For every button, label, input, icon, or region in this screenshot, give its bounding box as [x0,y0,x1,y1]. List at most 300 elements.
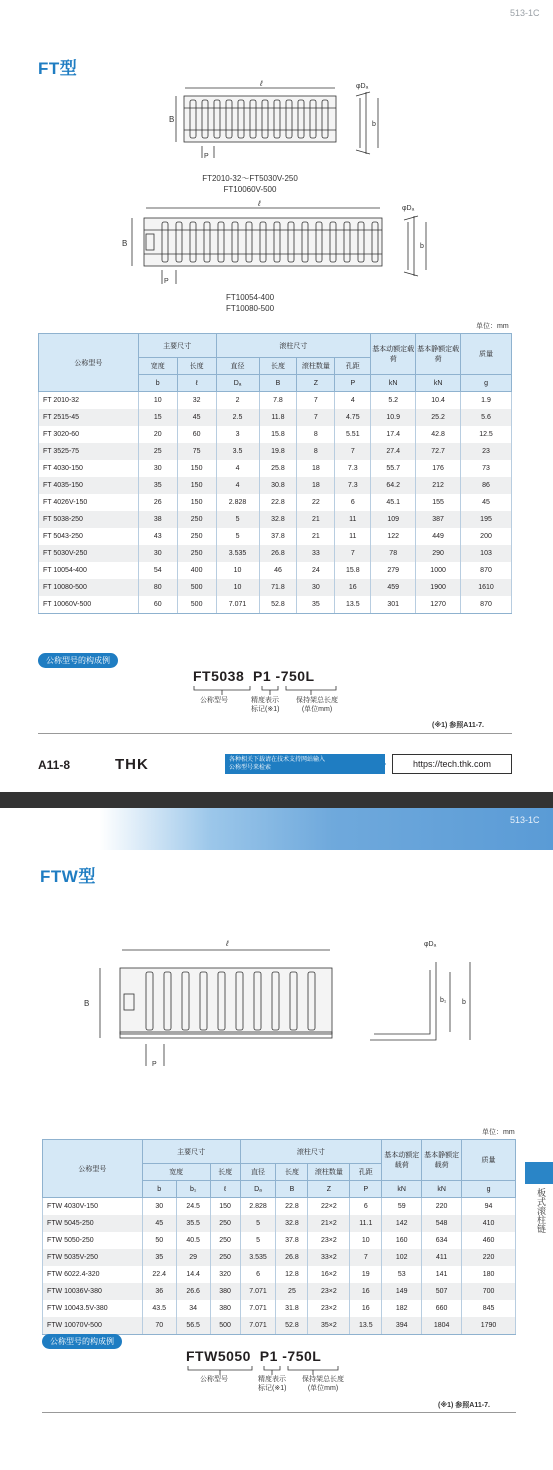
cell-value: 37.8 [276,1232,308,1249]
cell-value: 24.5 [176,1198,210,1216]
banner-line: 各种相关下载请在技术支持网站输入 [229,757,326,763]
cell-model: FT 10060V-500 [39,596,139,614]
cell-value: 35×2 [308,1317,350,1335]
sym: P [350,1181,382,1198]
svg-text:ℓ: ℓ [260,79,263,88]
col-roller-count: 滚柱数量 [297,358,335,375]
cell-value: 5 [240,1232,276,1249]
cell-value: 5 [240,1215,276,1232]
cell-value: 55.7 [371,460,416,477]
cell-value: 8 [297,443,335,460]
cell-value: 410 [462,1215,516,1232]
cell-value: 5.6 [461,409,512,426]
table-row [39,392,512,410]
cell-value: 149 [382,1283,422,1300]
cell-value: 845 [462,1300,516,1317]
cell-value: 23×2 [308,1283,350,1300]
cell-value: 1.9 [461,392,512,410]
page-code: 513-1C [510,8,540,18]
cell-value: 11 [335,528,371,545]
cell-value: 11.8 [259,409,297,426]
cell-value: 43.5 [142,1300,176,1317]
cell-value: 5 [216,528,259,545]
cell-value: 2.828 [216,494,259,511]
cell-value: 7 [297,409,335,426]
table-row [39,443,512,460]
table-row [39,426,512,443]
cell-value: 73 [461,460,512,477]
table-row [43,1283,516,1300]
sym: kN [416,375,461,392]
ft-table-body [39,392,512,614]
sym: Z [297,375,335,392]
cell-value: 60 [177,426,216,443]
cell-value: 460 [462,1232,516,1249]
arrow-icon [376,754,386,774]
cell-value: 16 [350,1283,382,1300]
cell-value: 150 [177,494,216,511]
sym: kN [422,1181,462,1198]
ft-drawing-large [118,198,438,288]
col-roller-count: 滚柱数量 [308,1164,350,1181]
cell-value: 3.535 [216,545,259,562]
cell-value: 22×2 [308,1198,350,1216]
ex-length-2 [302,1375,344,1393]
cell-value: 31.8 [276,1300,308,1317]
cell-value: 150 [177,477,216,494]
col-static-load: 基本静额定载荷 [416,334,461,375]
cell-value: 45 [177,409,216,426]
ex-length [296,696,338,714]
cell-value: 1270 [416,596,461,614]
col-mass: 质量 [462,1140,516,1181]
cell-model: FT 5030V-250 [39,545,139,562]
cell-value: 7 [335,545,371,562]
cell-value: 12.8 [276,1266,308,1283]
cell-value: 23×2 [308,1232,350,1249]
cell-value: 7 [335,443,371,460]
cell-value: 42.8 [416,426,461,443]
cell-value: 35 [142,1249,176,1266]
table-row [43,1266,516,1283]
cell-value: 20 [138,426,177,443]
table-row [43,1249,516,1266]
banner-line: 公称型号来检索 [229,765,272,771]
sym: kN [382,1181,422,1198]
cell-model: FT 3020-60 [39,426,139,443]
support-banner [225,754,385,774]
cell-value: 870 [461,562,512,579]
svg-text:φDₐ: φDₐ [424,941,437,948]
cell-value: 1790 [462,1317,516,1335]
col-roller-dim: 滚柱尺寸 [240,1140,382,1164]
footnote-2: (※1) 参照A11-7. [438,1402,490,1409]
ft-caption-large [190,292,310,314]
cell-value: 30 [142,1198,176,1216]
svg-text:P: P [204,153,209,160]
cell-value: 2 [216,392,259,410]
cell-model: FTW 5035V-250 [43,1249,143,1266]
ft-spec-table [38,333,512,614]
cell-value: 16 [350,1300,382,1317]
ex-line: 精度表示 [258,1376,286,1383]
col-main-dim: 主要尺寸 [142,1140,240,1164]
ftw-table-body [43,1198,516,1335]
svg-text:ℓ: ℓ [258,199,261,208]
ex-line: (单位mm) [301,706,333,713]
svg-text:P: P [164,278,169,285]
col-width: 宽度 [138,358,177,375]
svg-text:B: B [122,239,128,248]
cell-value: 109 [371,511,416,528]
cell-value: 26.6 [176,1283,210,1300]
cell-value: 21 [297,528,335,545]
cell-value: 52.8 [276,1317,308,1335]
table-row [43,1300,516,1317]
cell-value: 13.5 [335,596,371,614]
cell-value: 22.4 [142,1266,176,1283]
cell-value: 4 [216,460,259,477]
cell-value: 500 [210,1317,240,1335]
ex-line: (单位mm) [307,1385,339,1392]
cell-value: 13.5 [350,1317,382,1335]
cell-value: 220 [422,1198,462,1216]
cell-value: 7.3 [335,460,371,477]
ex-line: 精度表示 [251,697,279,704]
ft-caption-small [170,173,330,195]
cell-value: 3.5 [216,443,259,460]
page-separator [0,792,553,808]
sym: g [462,1181,516,1198]
cell-value: 35 [297,596,335,614]
col-roller-length: 长度 [276,1164,308,1181]
cell-value: 29 [176,1249,210,1266]
table-row [39,596,512,614]
cell-value: 33×2 [308,1249,350,1266]
sym: b₁ [176,1181,210,1198]
cell-value: 548 [422,1215,462,1232]
cell-value: 37.8 [259,528,297,545]
cell-value: 53 [382,1266,422,1283]
cell-value: 25.2 [416,409,461,426]
cell-value: 660 [422,1300,462,1317]
cell-value: 6 [350,1198,382,1216]
svg-text:φDₐ: φDₐ [402,205,415,212]
cell-value: 22 [297,494,335,511]
cell-value: 5.2 [371,392,416,410]
cell-value: 103 [461,545,512,562]
sym: B [259,375,297,392]
cell-value: 25 [138,443,177,460]
table-row [39,460,512,477]
cell-value: 19 [350,1266,382,1283]
cell-value: 60 [138,596,177,614]
col-diameter: 直径 [240,1164,276,1181]
cell-value: 5.51 [335,426,371,443]
cell-value: 500 [177,579,216,596]
cell-value: 27.4 [371,443,416,460]
cell-value: 7.3 [335,477,371,494]
cell-model: FTW 10043.5V-380 [43,1300,143,1317]
cell-model: FT 10080-500 [39,579,139,596]
cell-value: 195 [461,511,512,528]
cell-value: 394 [382,1317,422,1335]
table-row [43,1232,516,1249]
unit-label-2: 单位：mm [482,1129,515,1136]
example-code-2: FTW5050 P1 -750L [186,1348,322,1364]
cell-value: 38 [138,511,177,528]
svg-text:ℓ: ℓ [226,939,229,948]
caption-line: FT10080-500 [225,304,275,313]
cell-value: 72.7 [416,443,461,460]
support-url-link[interactable]: https://tech.thk.com [392,754,512,774]
cell-model: FT 3525-75 [39,443,139,460]
cell-value: 220 [462,1249,516,1266]
ex-line: 保持架总长度 [296,697,338,704]
ftw-spec-table [42,1139,516,1335]
cell-model: FT 2010-32 [39,392,139,410]
cell-value: 250 [177,511,216,528]
cell-value: 50 [142,1232,176,1249]
cell-value: 11.1 [350,1215,382,1232]
col-dyn-load: 基本动额定载荷 [371,334,416,375]
cell-value: 30.8 [259,477,297,494]
cell-value: 160 [382,1232,422,1249]
cell-value: 182 [382,1300,422,1317]
cell-value: 45 [461,494,512,511]
sym: ℓ [210,1181,240,1198]
example-code: FT5038 P1 -750L [193,668,315,684]
cell-value: 1610 [461,579,512,596]
cell-value: 180 [462,1266,516,1283]
cell-value: 301 [371,596,416,614]
cell-value: 64.2 [371,477,416,494]
cell-value: 35 [138,477,177,494]
caption-line: FT10054-400 [225,293,275,302]
cell-value: 30 [138,545,177,562]
cell-value: 250 [210,1215,240,1232]
cell-value: 150 [210,1198,240,1216]
cell-value: 155 [416,494,461,511]
cell-model: FT 2515-45 [39,409,139,426]
cell-value: 459 [371,579,416,596]
cell-value: 4.75 [335,409,371,426]
cell-value: 7.071 [240,1283,276,1300]
col-main-dim: 主要尺寸 [138,334,216,358]
cell-value: 23×2 [308,1300,350,1317]
cell-value: 279 [371,562,416,579]
header-band [0,808,553,850]
ft-drawing-small [160,78,390,166]
cell-value: 33 [297,545,335,562]
caption-line: FT10060V-500 [223,185,277,194]
cell-value: 200 [461,528,512,545]
cell-value: 94 [462,1198,516,1216]
divider-2 [42,1412,516,1413]
cell-value: 86 [461,477,512,494]
cell-value: 500 [177,596,216,614]
col-roller-dim: 滚柱尺寸 [216,334,371,358]
cell-value: 75 [177,443,216,460]
cell-value: 26 [138,494,177,511]
example-brackets [190,684,360,696]
sym: Dₐ [216,375,259,392]
cell-value: 7 [350,1249,382,1266]
cell-value: 43 [138,528,177,545]
example-label: 公称型号的构成例 [38,653,118,668]
cell-value: 59 [382,1198,422,1216]
cell-value: 32 [177,392,216,410]
cell-value: 1900 [416,579,461,596]
section-title-ftw: FTW型 [40,867,96,886]
svg-text:b₁: b₁ [440,997,447,1004]
cell-value: 21×2 [308,1215,350,1232]
cell-model: FTW 4030V-150 [43,1198,143,1216]
footer-page: A11-8 [38,758,71,772]
cell-value: 10 [138,392,177,410]
cell-value: 4 [216,477,259,494]
cell-model: FTW 10036V-380 [43,1283,143,1300]
cell-value: 7.8 [259,392,297,410]
cell-value: 380 [210,1300,240,1317]
table-row [39,579,512,596]
col-static-load: 基本静额定载荷 [422,1140,462,1181]
ex-line: 标记(※1) [258,1385,287,1392]
cell-value: 10 [216,562,259,579]
ex-model: 公称型号 [200,697,228,704]
side-label: 板式滚柱链 [536,1188,546,1233]
col-roller-length: 长度 [259,358,297,375]
unit-label: 单位：mm [476,323,509,330]
table-row [39,545,512,562]
cell-value: 71.8 [259,579,297,596]
ex-precision-2 [258,1375,286,1393]
cell-value: 2.828 [240,1198,276,1216]
col-pitch: 孔距 [350,1164,382,1181]
table-row [43,1317,516,1335]
cell-model: FT 5038-250 [39,511,139,528]
cell-value: 40.5 [176,1232,210,1249]
col-width: 宽度 [142,1164,210,1181]
cell-value: 10 [350,1232,382,1249]
ex-line: 标记(※1) [251,706,280,713]
sym: g [461,375,512,392]
cell-model: FT 4026V-150 [39,494,139,511]
cell-value: 102 [382,1249,422,1266]
table-row [43,1215,516,1232]
cell-value: 15.8 [335,562,371,579]
table-row [39,562,512,579]
cell-value: 3 [216,426,259,443]
cell-value: 18 [297,460,335,477]
cell-value: 10.9 [371,409,416,426]
col-diameter: 直径 [216,358,259,375]
col-model: 公称型号 [43,1140,143,1198]
sym: B [276,1181,308,1198]
cell-value: 32.8 [276,1215,308,1232]
cell-value: 32.8 [259,511,297,528]
cell-value: 54 [138,562,177,579]
cell-value: 19.8 [259,443,297,460]
section-title-ft: FT型 [38,59,78,78]
footnote: (※1) 参照A11-7. [432,722,484,729]
cell-value: 7.071 [240,1317,276,1335]
table-row [39,494,512,511]
cell-value: 35.5 [176,1215,210,1232]
cell-value: 22.8 [259,494,297,511]
cell-value: 250 [177,528,216,545]
cell-value: 250 [210,1232,240,1249]
caption-line: FT2010-32～FT5030V-250 [202,174,298,183]
cell-value: 34 [176,1300,210,1317]
divider [38,733,512,734]
cell-value: 70 [142,1317,176,1335]
cell-value: 15.8 [259,426,297,443]
cell-value: 25.8 [259,460,297,477]
table-row [39,528,512,545]
cell-value: 10 [216,579,259,596]
cell-value: 507 [422,1283,462,1300]
cell-value: 320 [210,1266,240,1283]
cell-value: 10.4 [416,392,461,410]
cell-value: 387 [416,511,461,528]
page-code-2: 513-1C [510,815,540,825]
cell-value: 46 [259,562,297,579]
cell-value: 52.8 [259,596,297,614]
sym: ℓ [177,375,216,392]
col-dyn-load: 基本动额定载荷 [382,1140,422,1181]
cell-value: 400 [177,562,216,579]
cell-value: 1804 [422,1317,462,1335]
thk-logo: THK [115,756,149,773]
cell-model: FTW 5050-250 [43,1232,143,1249]
cell-value: 25 [276,1283,308,1300]
cell-value: 449 [416,528,461,545]
cell-value: 22.8 [276,1198,308,1216]
col-length: 长度 [210,1164,240,1181]
cell-value: 30 [138,460,177,477]
cell-value: 14.4 [176,1266,210,1283]
cell-value: 24 [297,562,335,579]
svg-text:B: B [84,999,90,1008]
cell-value: 250 [210,1249,240,1266]
cell-value: 3.535 [240,1249,276,1266]
cell-value: 21 [297,511,335,528]
cell-value: 634 [422,1232,462,1249]
cell-value: 78 [371,545,416,562]
cell-value: 16 [335,579,371,596]
cell-value: 2.5 [216,409,259,426]
cell-value: 8 [297,426,335,443]
cell-value: 150 [177,460,216,477]
cell-value: 7 [297,392,335,410]
cell-value: 870 [461,596,512,614]
cell-value: 141 [422,1266,462,1283]
cell-value: 4 [335,392,371,410]
cell-value: 36 [142,1283,176,1300]
cell-model: FT 5043-250 [39,528,139,545]
sym: b [138,375,177,392]
svg-text:b: b [420,243,424,250]
cell-value: 80 [138,579,177,596]
cell-model: FT 4030-150 [39,460,139,477]
col-length: 长度 [177,358,216,375]
svg-text:b: b [372,121,376,128]
cell-value: 142 [382,1215,422,1232]
cell-value: 411 [422,1249,462,1266]
cell-value: 380 [210,1283,240,1300]
cell-value: 12.5 [461,426,512,443]
